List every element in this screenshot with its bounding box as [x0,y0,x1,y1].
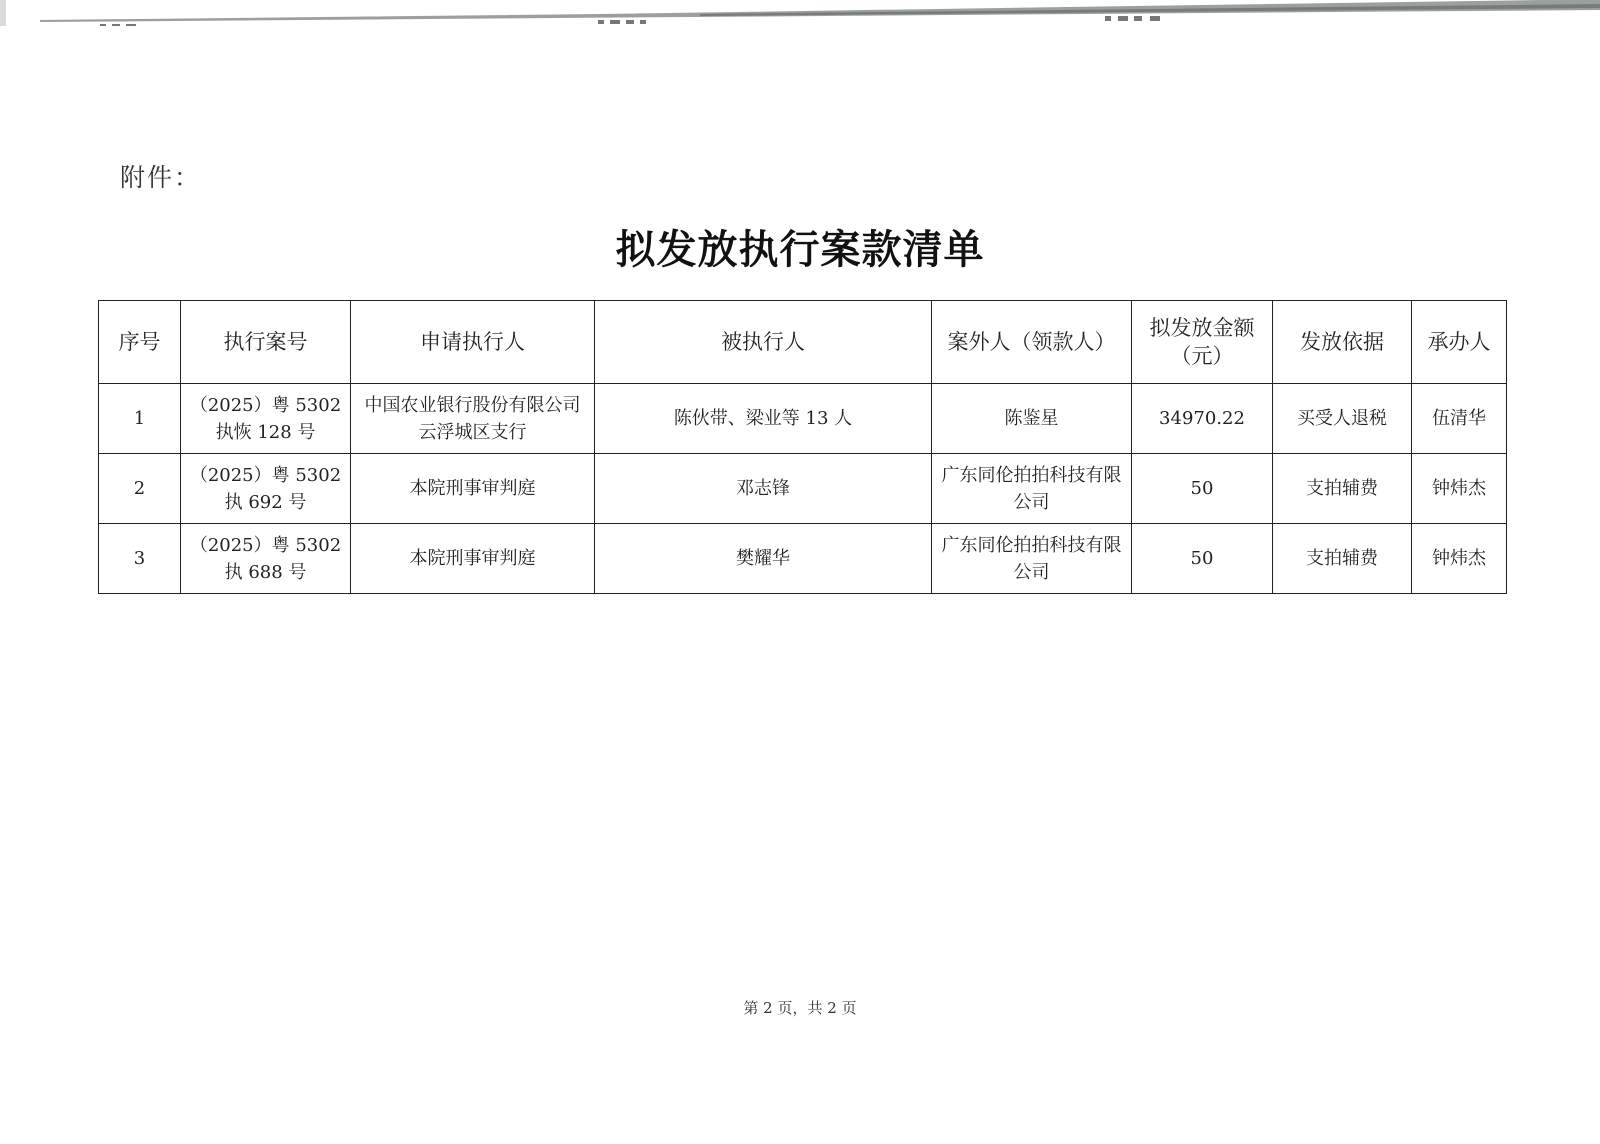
table-row [99,454,1507,524]
header-cell-amount: 拟发放金额（元） [1132,301,1273,384]
header-cell-payee: 案外人（领款人） [932,301,1132,384]
page-number-footer: 第 2 页，共 2 页 [743,999,857,1017]
table-row [99,524,1507,594]
cell-handler: 钟炜杰 [1412,454,1507,524]
cell-seq: 1 [99,384,181,454]
cell-applicant: 本院刑事审判庭 [351,524,595,594]
header-cell-case-number: 执行案号 [181,301,351,384]
document-title: 拟发放执行案款清单 [615,226,985,273]
table-header-row [99,301,1507,384]
table-row [99,384,1507,454]
cell-basis: 支拍辅费 [1273,454,1412,524]
cell-seq: 3 [99,524,181,594]
case-payment-table [98,300,1507,594]
cell-payee: 广东同伦拍拍科技有限公司 [932,524,1132,594]
cell-respondent: 樊耀华 [595,524,932,594]
cell-applicant: 中国农业银行股份有限公司云浮城区支行 [351,384,595,454]
cell-basis: 支拍辅费 [1273,524,1412,594]
cell-amount: 50 [1132,454,1273,524]
cell-case-number: （2025）粤 5302 执恢 128 号 [181,384,351,454]
cell-amount: 50 [1132,524,1273,594]
header-cell-handler: 承办人 [1412,301,1507,384]
cell-case-number: （2025）粤 5302 执 692 号 [181,454,351,524]
cell-seq: 2 [99,454,181,524]
cell-case-number: （2025）粤 5302 执 688 号 [181,524,351,594]
cell-payee: 广东同伦拍拍科技有限公司 [932,454,1132,524]
cell-respondent: 陈伙带、梁业等 13 人 [595,384,932,454]
cell-basis: 买受人退税 [1273,384,1412,454]
header-cell-seq: 序号 [99,301,181,384]
header-cell-respondent: 被执行人 [595,301,932,384]
header-cell-basis: 发放依据 [1273,301,1412,384]
cell-respondent: 邓志锋 [595,454,932,524]
cell-amount: 34970.22 [1132,384,1273,454]
cell-handler: 伍清华 [1412,384,1507,454]
cell-handler: 钟炜杰 [1412,524,1507,594]
scan-edge-artifact [0,0,1600,26]
header-cell-applicant: 申请执行人 [351,301,595,384]
cell-payee: 陈鉴星 [932,384,1132,454]
cell-applicant: 本院刑事审判庭 [351,454,595,524]
annex-label: 附件： [120,163,202,192]
